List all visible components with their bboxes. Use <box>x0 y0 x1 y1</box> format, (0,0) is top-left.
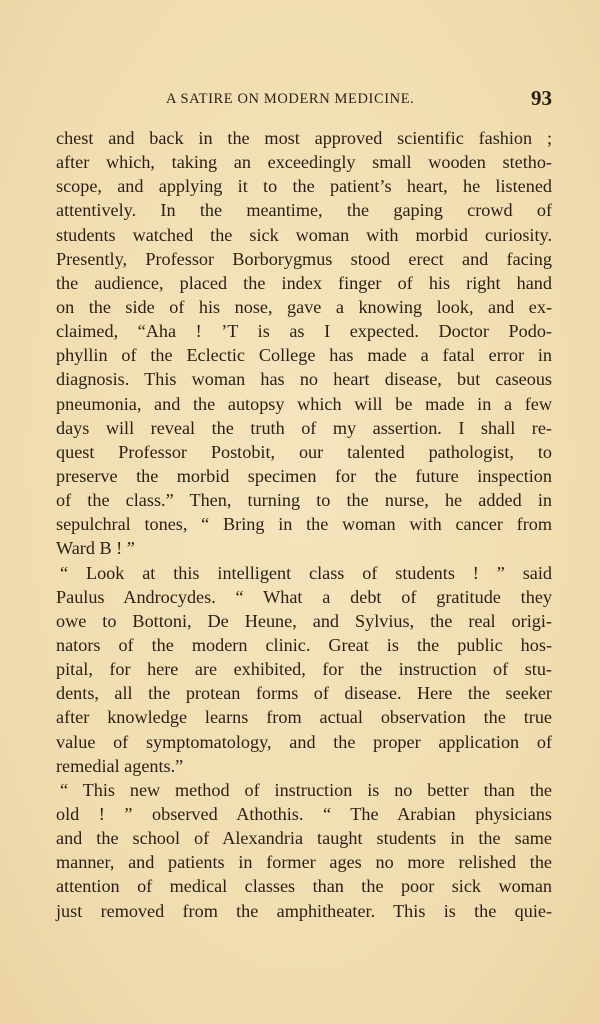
text-line: and the school of Alexandria taught students in the same <box>56 828 552 849</box>
text-line: quest Professor Postobit, our talented pathologist, to <box>56 441 552 462</box>
text-line: claimed, “Aha ! ’T is as I expected. Doctor Podo- <box>56 321 552 342</box>
text-line: diagnosis. This woman has no heart disease, but caseous <box>56 369 552 390</box>
text-line: phyllin of the Eclectic College has made a fatal error in <box>56 345 552 366</box>
running-title: A SATIRE ON MODERN MEDICINE. <box>166 91 415 107</box>
text-line: attention of medical classes than the poor sick woman <box>56 876 552 897</box>
text-line: after which, taking an exceedingly small wooden stetho- <box>56 152 552 173</box>
text-line: “ Look at this intelligent class of students ! ” said <box>60 562 552 583</box>
text-line: on the side of his nose, gave a knowing look, and ex- <box>56 296 552 317</box>
text-line: Paulus Androcydes. “ What a debt of gratitude they <box>56 586 552 607</box>
text-line: students watched the sick woman with morbid curiosity. <box>56 224 552 245</box>
page-number: 93 <box>531 86 552 110</box>
text-line: pital, for here are exhibited, for the instruction of stu- <box>56 659 552 680</box>
text-line: remedial agents.” <box>56 755 184 776</box>
text-line: owe to Bottoni, De Heune, and Sylvius, the real origi- <box>56 610 552 631</box>
text-line: old ! ” observed Athothis. “ The Arabian physicians <box>56 803 552 824</box>
body-text <box>56 126 552 923</box>
text-line: after knowledge learns from actual observation the true <box>56 707 552 728</box>
text-line: sepulchral tones, “ Bring in the woman with cancer from <box>56 514 552 535</box>
text-line: nators of the modern clinic. Great is the public hos- <box>56 634 552 655</box>
text-line: dents, all the protean forms of disease. Here the seeker <box>56 683 552 704</box>
text-line: the audience, placed the index finger of his right hand <box>56 272 552 293</box>
text-line: scope, and applying it to the patient’s heart, he listened <box>56 176 552 197</box>
text-line: Ward B ! ” <box>56 538 135 559</box>
paragraph <box>56 126 552 561</box>
text-line: of the class.” Then, turning to the nurse, he added in <box>56 490 552 511</box>
text-line: chest and back in the most approved scientific fashion ; <box>56 128 552 148</box>
text-line: preserve the morbid specimen for the future inspection <box>56 465 552 486</box>
text-line: manner, and patients in former ages no more relished the <box>56 852 552 873</box>
text-line: Presently, Professor Borborygmus stood erect and facing <box>56 248 552 269</box>
text-line: days will reveal the truth of my assertion. I shall re- <box>56 417 552 438</box>
paragraph <box>56 778 552 923</box>
text-line: attentively. In the meantime, the gaping crowd of <box>56 200 552 221</box>
text-line: value of symptomatology, and the proper application of <box>56 731 552 752</box>
paragraph <box>56 561 552 778</box>
text-line: just removed from the amphitheater. This is the quie- <box>56 900 552 921</box>
text-line: pneumonia, and the autopsy which will be made in a few <box>56 393 552 414</box>
text-line: “ This new method of instruction is no better than the <box>60 779 552 800</box>
running-head <box>56 88 552 112</box>
